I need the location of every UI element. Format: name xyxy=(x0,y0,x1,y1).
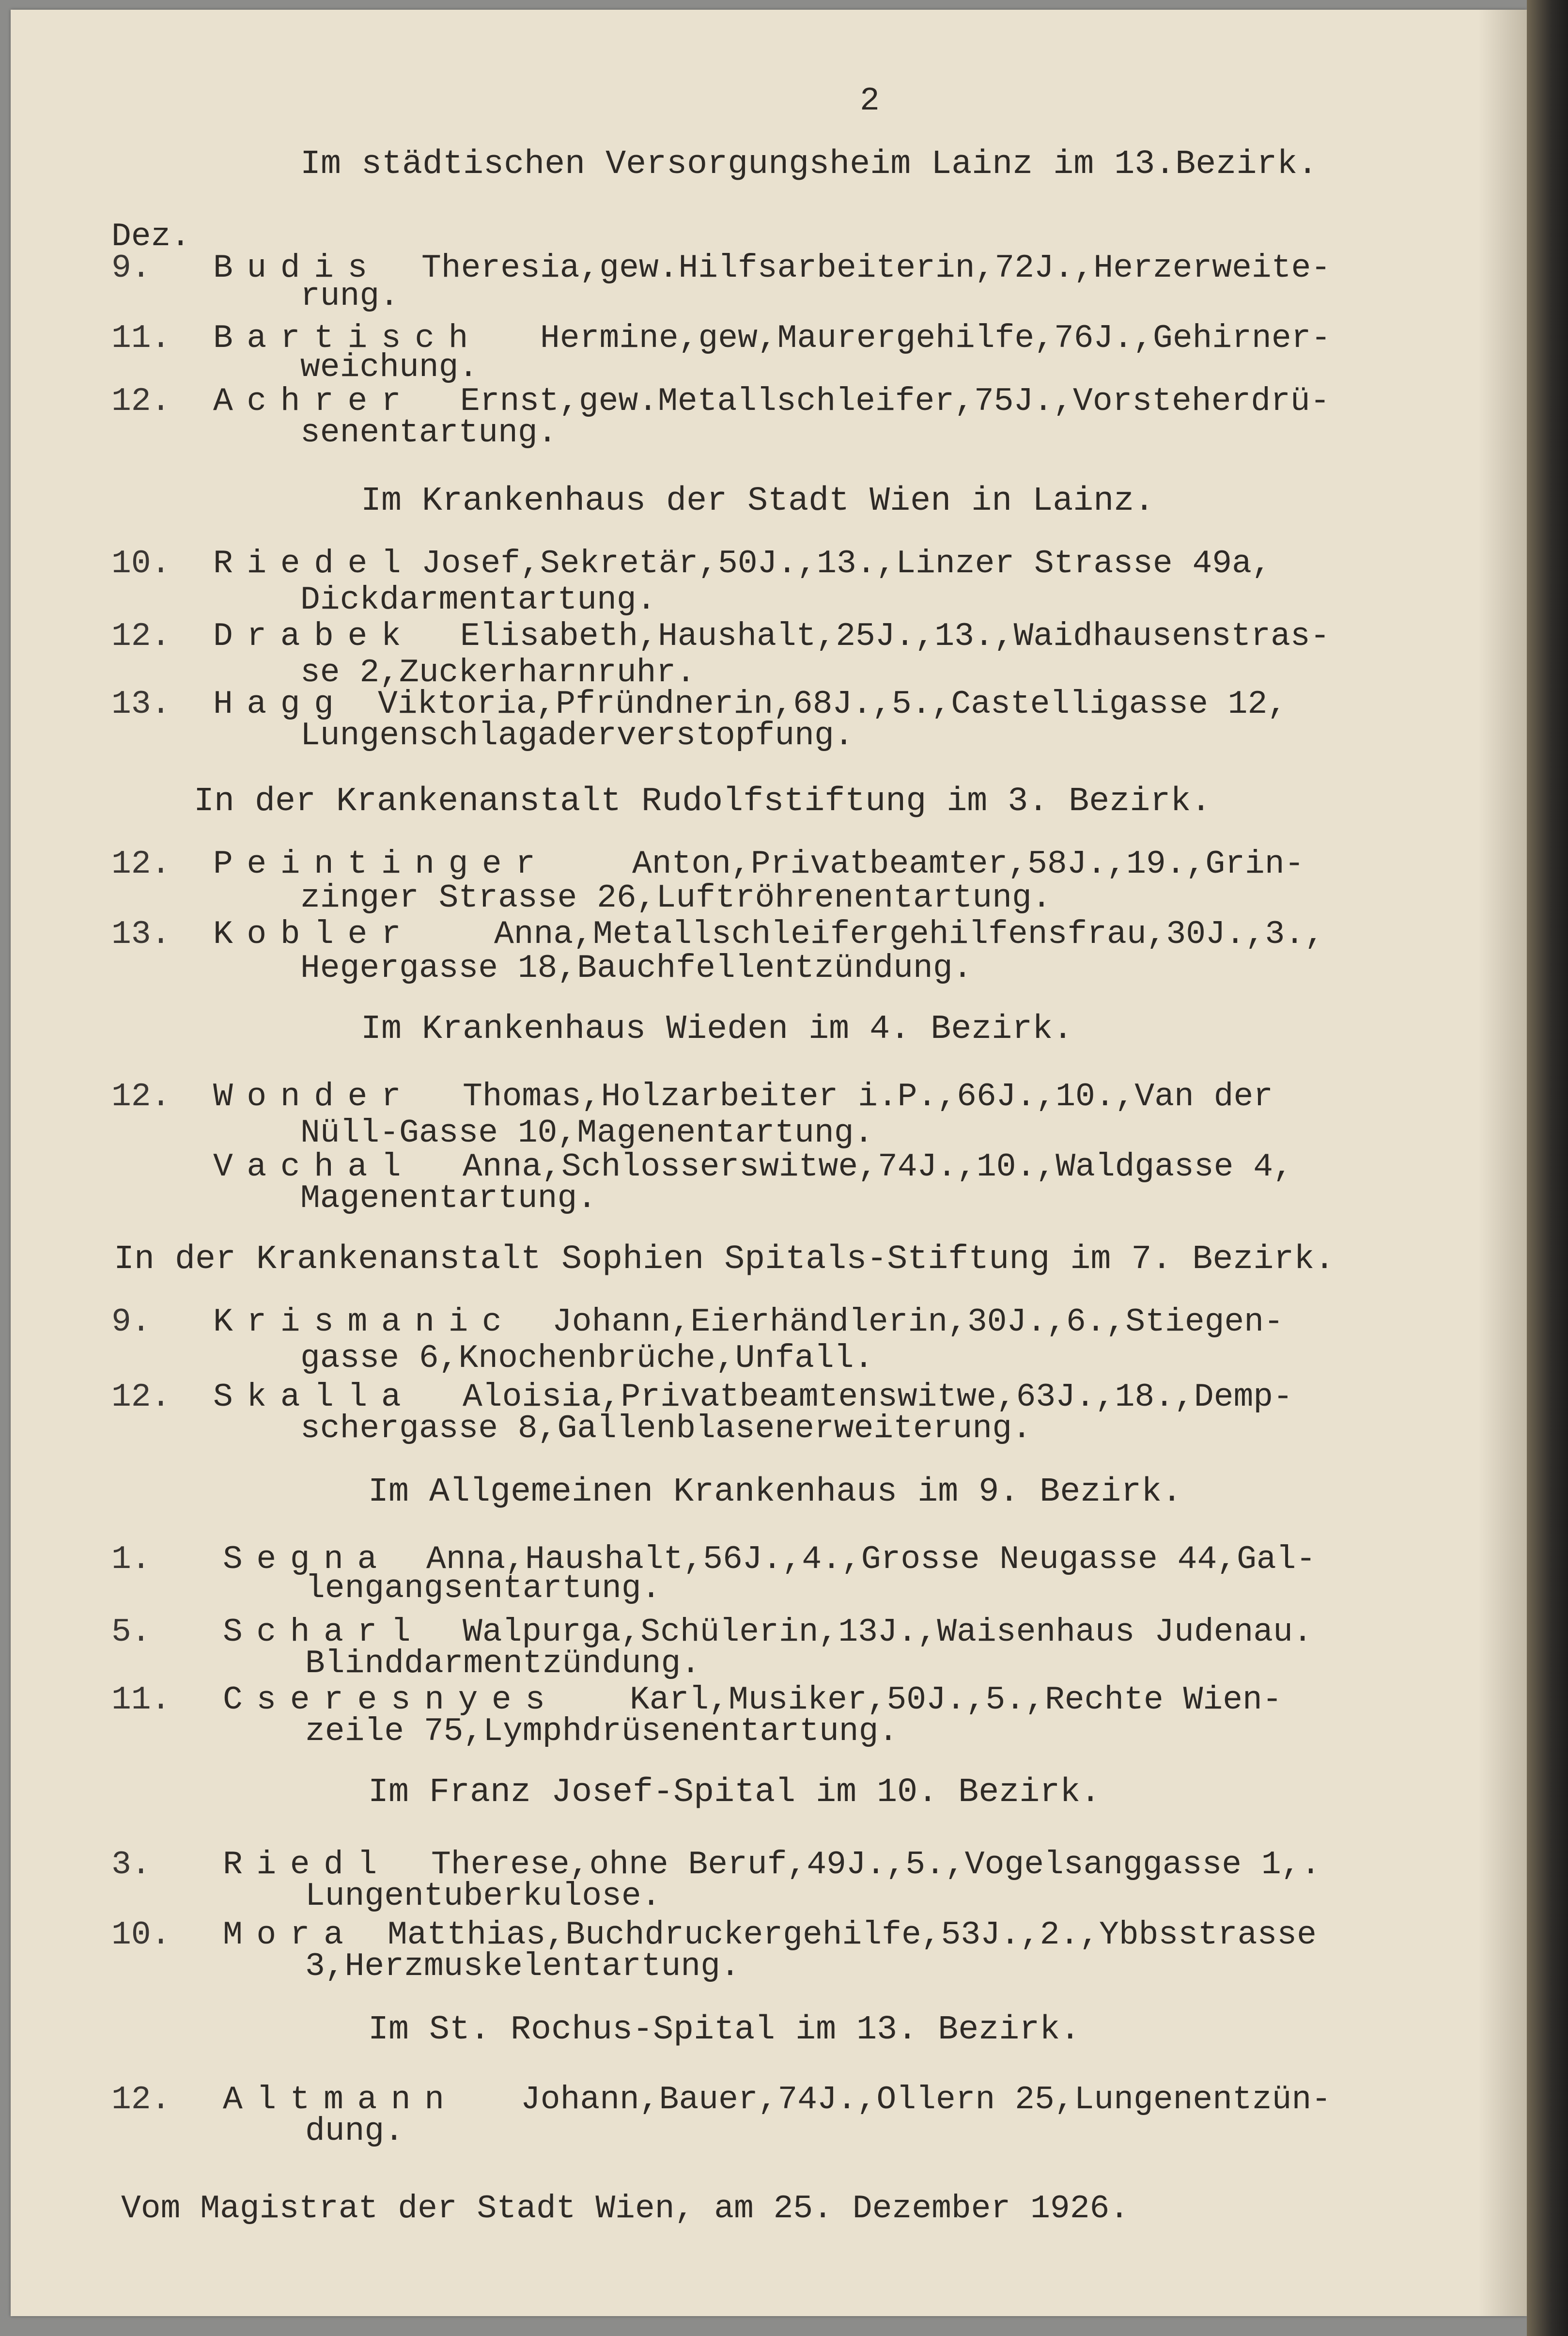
page-number: 2 xyxy=(860,82,880,120)
entry-day: 12. xyxy=(111,383,171,420)
entry-line1: Aloisia,Privatbeamtenswitwe,63J.,18.,Demp- xyxy=(463,1379,1293,1416)
entry-line1: Karl,Musiker,50J.,5.,Rechte Wien- xyxy=(630,1681,1282,1719)
entry-line2: Magenentartung. xyxy=(300,1180,597,1217)
entry-day: 13. xyxy=(111,916,171,953)
entry-line2: Hegergasse 18,Bauchfellentzündung. xyxy=(300,950,973,987)
entry-name: Bartisch xyxy=(213,320,482,357)
entry-name: Segna xyxy=(223,1541,391,1578)
entry-day: 9. xyxy=(111,1303,151,1341)
entry-line1: Thomas,Holzarbeiter i.P.,66J.,10.,Van der xyxy=(463,1078,1273,1115)
entry-line1: Theresia,gew.Hilfsarbeiterin,72J.,Herzerweite- xyxy=(421,250,1331,287)
entry-name: Hagg xyxy=(213,686,348,723)
page-fold-shadow xyxy=(1478,10,1527,2316)
entry-line1: Therese,ohne Beruf,49J.,5.,Vogelsanggasse 1,. xyxy=(431,1846,1321,1883)
entry-line1: Matthias,Buchdruckergehilfe,53J.,2.,Ybbsstrasse xyxy=(388,1916,1317,1954)
entry-line2: dung. xyxy=(305,2113,404,2150)
entry-line2: Lungenschlagaderverstopfung. xyxy=(300,717,854,754)
entry-name: Drabek xyxy=(213,618,415,655)
section-heading-2: Im Krankenhaus der Stadt Wien in Lainz. xyxy=(361,482,1155,520)
entry-day: 12. xyxy=(111,2081,171,2118)
entry-line2: Blinddarmentzündung. xyxy=(305,1645,701,1682)
entry-line1: Hermine,gew,Maurergehilfe,76J.,Gehirner- xyxy=(540,320,1331,357)
entry-name: Krismanic xyxy=(213,1303,516,1341)
entry-name: Mora xyxy=(223,1916,357,1954)
entry-line1: Anton,Privatbeamter,58J.,19.,Grin- xyxy=(632,846,1304,883)
entry-day: 12. xyxy=(111,846,171,883)
entry-name: Kobler xyxy=(213,916,415,953)
entry-day: 3. xyxy=(111,1846,151,1883)
entry-line2: zinger Strasse 26,Luftröhrenentartung. xyxy=(300,879,1052,917)
entry-name: Scharl xyxy=(223,1614,425,1651)
entry-line1: Walpurga,Schülerin,13J.,Waisenhaus Judenau. xyxy=(463,1614,1313,1651)
entry-line1: Johann,Eierhändlerin,30J.,6.,Stiegen- xyxy=(552,1303,1284,1341)
entry-line1: Viktoria,Pfründnerin,68J.,5.,Castelligasse 12, xyxy=(378,686,1288,723)
section-heading-4: Im Krankenhaus Wieden im 4. Bezirk. xyxy=(361,1010,1073,1049)
entry-line2: Nüll-Gasse 10,Magenentartung. xyxy=(300,1114,874,1152)
entry-line2: schergasse 8,Gallenblasenerweiterung. xyxy=(300,1410,1032,1447)
closing-line: Vom Magistrat der Stadt Wien, am 25. Dezember 1926. xyxy=(121,2190,1130,2227)
entry-name: Budis xyxy=(213,250,381,287)
section-heading-6: Im Allgemeinen Krankenhaus im 9. Bezirk. xyxy=(368,1473,1182,1511)
entry-line2: gasse 6,Knochenbrüche,Unfall. xyxy=(300,1340,874,1377)
entry-name: Wonder xyxy=(213,1078,415,1115)
entry-day: 12. xyxy=(111,1078,171,1115)
entry-day: 11. xyxy=(111,1681,171,1719)
entry-line1: Johann,Bauer,74J.,Ollern 25,Lungenentzün- xyxy=(521,2081,1332,2118)
entry-name: Cseresnyes xyxy=(223,1681,559,1719)
entry-name: Riedl xyxy=(223,1846,391,1883)
month-label: Dez. xyxy=(111,218,191,255)
entry-name: Skalla xyxy=(213,1379,415,1416)
entry-line1: Anna,Metallschleifergehilfensfrau,30J.,3., xyxy=(494,916,1324,953)
entry-line2: lengangsentartung. xyxy=(305,1570,661,1607)
entry-line1: Anna,Schlosserswitwe,74J.,10.,Waldgasse 4, xyxy=(463,1148,1293,1186)
entry-name: Peintinger xyxy=(213,846,549,883)
entry-line2: se 2,Zuckerharnruhr. xyxy=(300,654,696,691)
entry-day: 10. xyxy=(111,545,171,582)
entry-line1: Elisabeth,Haushalt,25J.,13.,Waidhausenstras- xyxy=(460,618,1330,655)
entry-name: Riedel xyxy=(213,545,415,582)
entry-line2: 3,Herzmuskelentartung. xyxy=(305,1948,740,1985)
entry-name: Altmann xyxy=(223,2081,458,2118)
entry-day: 1. xyxy=(111,1541,151,1578)
entry-line2: zeile 75,Lymphdrüsenentartung. xyxy=(305,1713,899,1750)
section-heading-7: Im Franz Josef-Spital im 10. Bezirk. xyxy=(368,1773,1101,1812)
entry-line1: Josef,Sekretär,50J.,13.,Linzer Strasse 49a, xyxy=(421,545,1272,582)
section-heading-1: Im städtischen Versorgungsheim Lainz im 13.Bezirk. xyxy=(300,145,1318,184)
entry-line2: rung. xyxy=(300,278,400,315)
entry-day: 12. xyxy=(111,1379,171,1416)
entry-day: 9. xyxy=(111,250,151,287)
entry-line2: Dickdarmentartung. xyxy=(300,581,656,619)
section-heading-3: In der Krankenanstalt Rudolfstiftung im 3. Bezirk. xyxy=(194,783,1211,821)
entry-day: 5. xyxy=(111,1614,151,1651)
entry-name: Vachal xyxy=(213,1148,415,1186)
entry-line2: senentartung. xyxy=(300,414,558,452)
section-heading-8: Im St. Rochus-Spital im 13. Bezirk. xyxy=(368,2011,1081,2049)
entry-name: Achrer xyxy=(213,383,415,420)
entry-line2: Lungentuberkulose. xyxy=(305,1878,661,1915)
entry-line1: Anna,Haushalt,56J.,4.,Grosse Neugasse 44,Gal- xyxy=(426,1541,1316,1578)
entry-day: 10. xyxy=(111,1916,171,1954)
entry-line2: weichung. xyxy=(300,349,479,386)
book-spine xyxy=(1527,0,1568,2336)
entry-line1: Ernst,gew.Metallschleifer,75J.,Vorsteherdrü- xyxy=(460,383,1330,420)
entry-day: 11. xyxy=(111,320,171,357)
section-heading-5: In der Krankenanstalt Sophien Spitals-Stiftung im 7. Bezirk. xyxy=(114,1240,1335,1279)
entry-day: 12. xyxy=(111,618,171,655)
entry-day: 13. xyxy=(111,686,171,723)
